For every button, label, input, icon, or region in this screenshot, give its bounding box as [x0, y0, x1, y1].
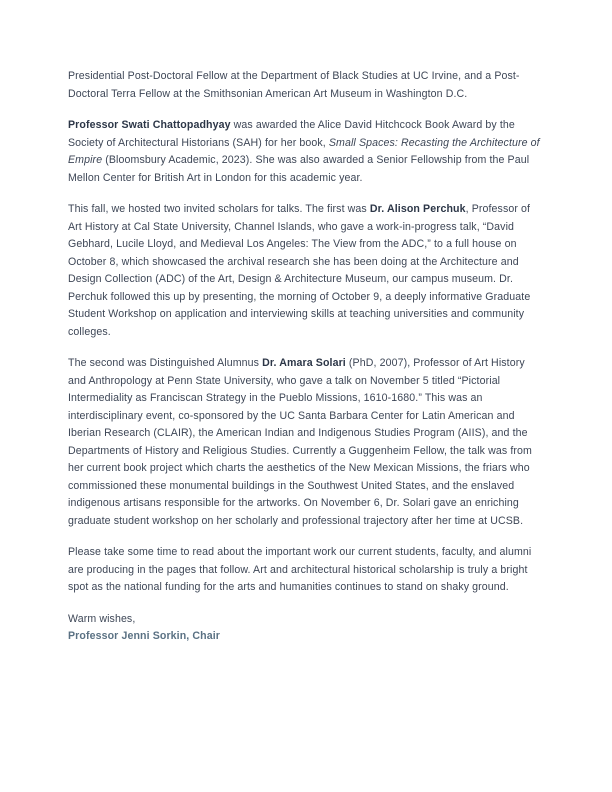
signature-closing: Warm wishes,	[68, 612, 136, 625]
paragraph-perchuk-talk: This fall, we hosted two invited scholars for talks. The first was Dr. Alison Perchuk, Professor of Art History at Cal State University, Channel Islands, who gave a work-in-progress talk, “David Gebhard, Lucile Lloyd, and Medieval Los Angeles: The View from the ADC,” to a full house on October 8, which showcased the archival research she has been doing at the Architecture and Design Collection (ADC) of the Art, Design & Architecture Museum, our campus museum. Dr. Perchuk followed this up by presenting, the morning of October 9, a deeply informative Graduate Student Workshop on application and interviewing skills at teaching universities and community colleges.	[68, 203, 531, 338]
paragraph-fellowships: Presidential Post-Doctoral Fellow at the Department of Black Studies at UC Irvine, and a Post-Doctoral Terra Fellow at the Smithsonian American Art Museum in Washington D.C.	[68, 70, 520, 100]
emphasis-bold: Dr. Alison Perchuk	[369, 203, 466, 215]
emphasis-bold: Dr. Amara Solari	[262, 357, 346, 369]
paragraph-chattopadhyay-award: Professor Swati Chattopadhyay was awarded the Alice David Hitchcock Book Award by the Society of Architectural Historians (SAH) for her book, Small Spaces: Recasting the Architecture of Empire (Bloomsbury Academic, 2023). She was also awarded a Senior Fellowship from the Paul Mellon Center for British Art in London for this academic year.	[68, 119, 540, 184]
letter-body	[68, 68, 542, 646]
paragraph-solari-talk: The second was Distinguished Alumnus Dr. Amara Solari (PhD, 2007), Professor of Art History and Anthropology at Penn State University, who gave a talk on November 5 titled “Pictorial Intermediality as Franciscan Strategy in the Pueblo Missions, 1610-1680.” This was an interdisciplinary event, co-sponsored by the UC Santa Barbara Center for Latin American and Iberian Research (CLAIR), the American Indian and Indigenous Studies Program (AIIS), and the Departments of History and Religious Studies. Currently a Guggenheim Fellow, the talk was from her current book project which charts the aesthetics of the New Mexican Missions, the friars who commissioned these monumental buildings in the Southwest United States, and the enslaved indigenous artisans responsible for the artworks. On November 6, Dr. Solari gave an enriching graduate student workshop on her scholarly and professional trajectory after her time at UCSB.	[68, 357, 532, 527]
emphasis-bold: Professor Swati Chattopadhyay	[68, 119, 231, 131]
signature-name-title: Professor Jenni Sorkin, Chair	[68, 630, 221, 642]
emphasis-italic: Small Spaces: Recasting the Architecture of Empire	[68, 136, 540, 166]
paragraph-closing-invite: Please take some time to read about the important work our current students, faculty, and alumni are producing in the pages that follow. Art and architectural historical scholarship is truly a bright spot as the national funding for the arts and humanities continues to stand on shaky ground.	[68, 546, 532, 593]
